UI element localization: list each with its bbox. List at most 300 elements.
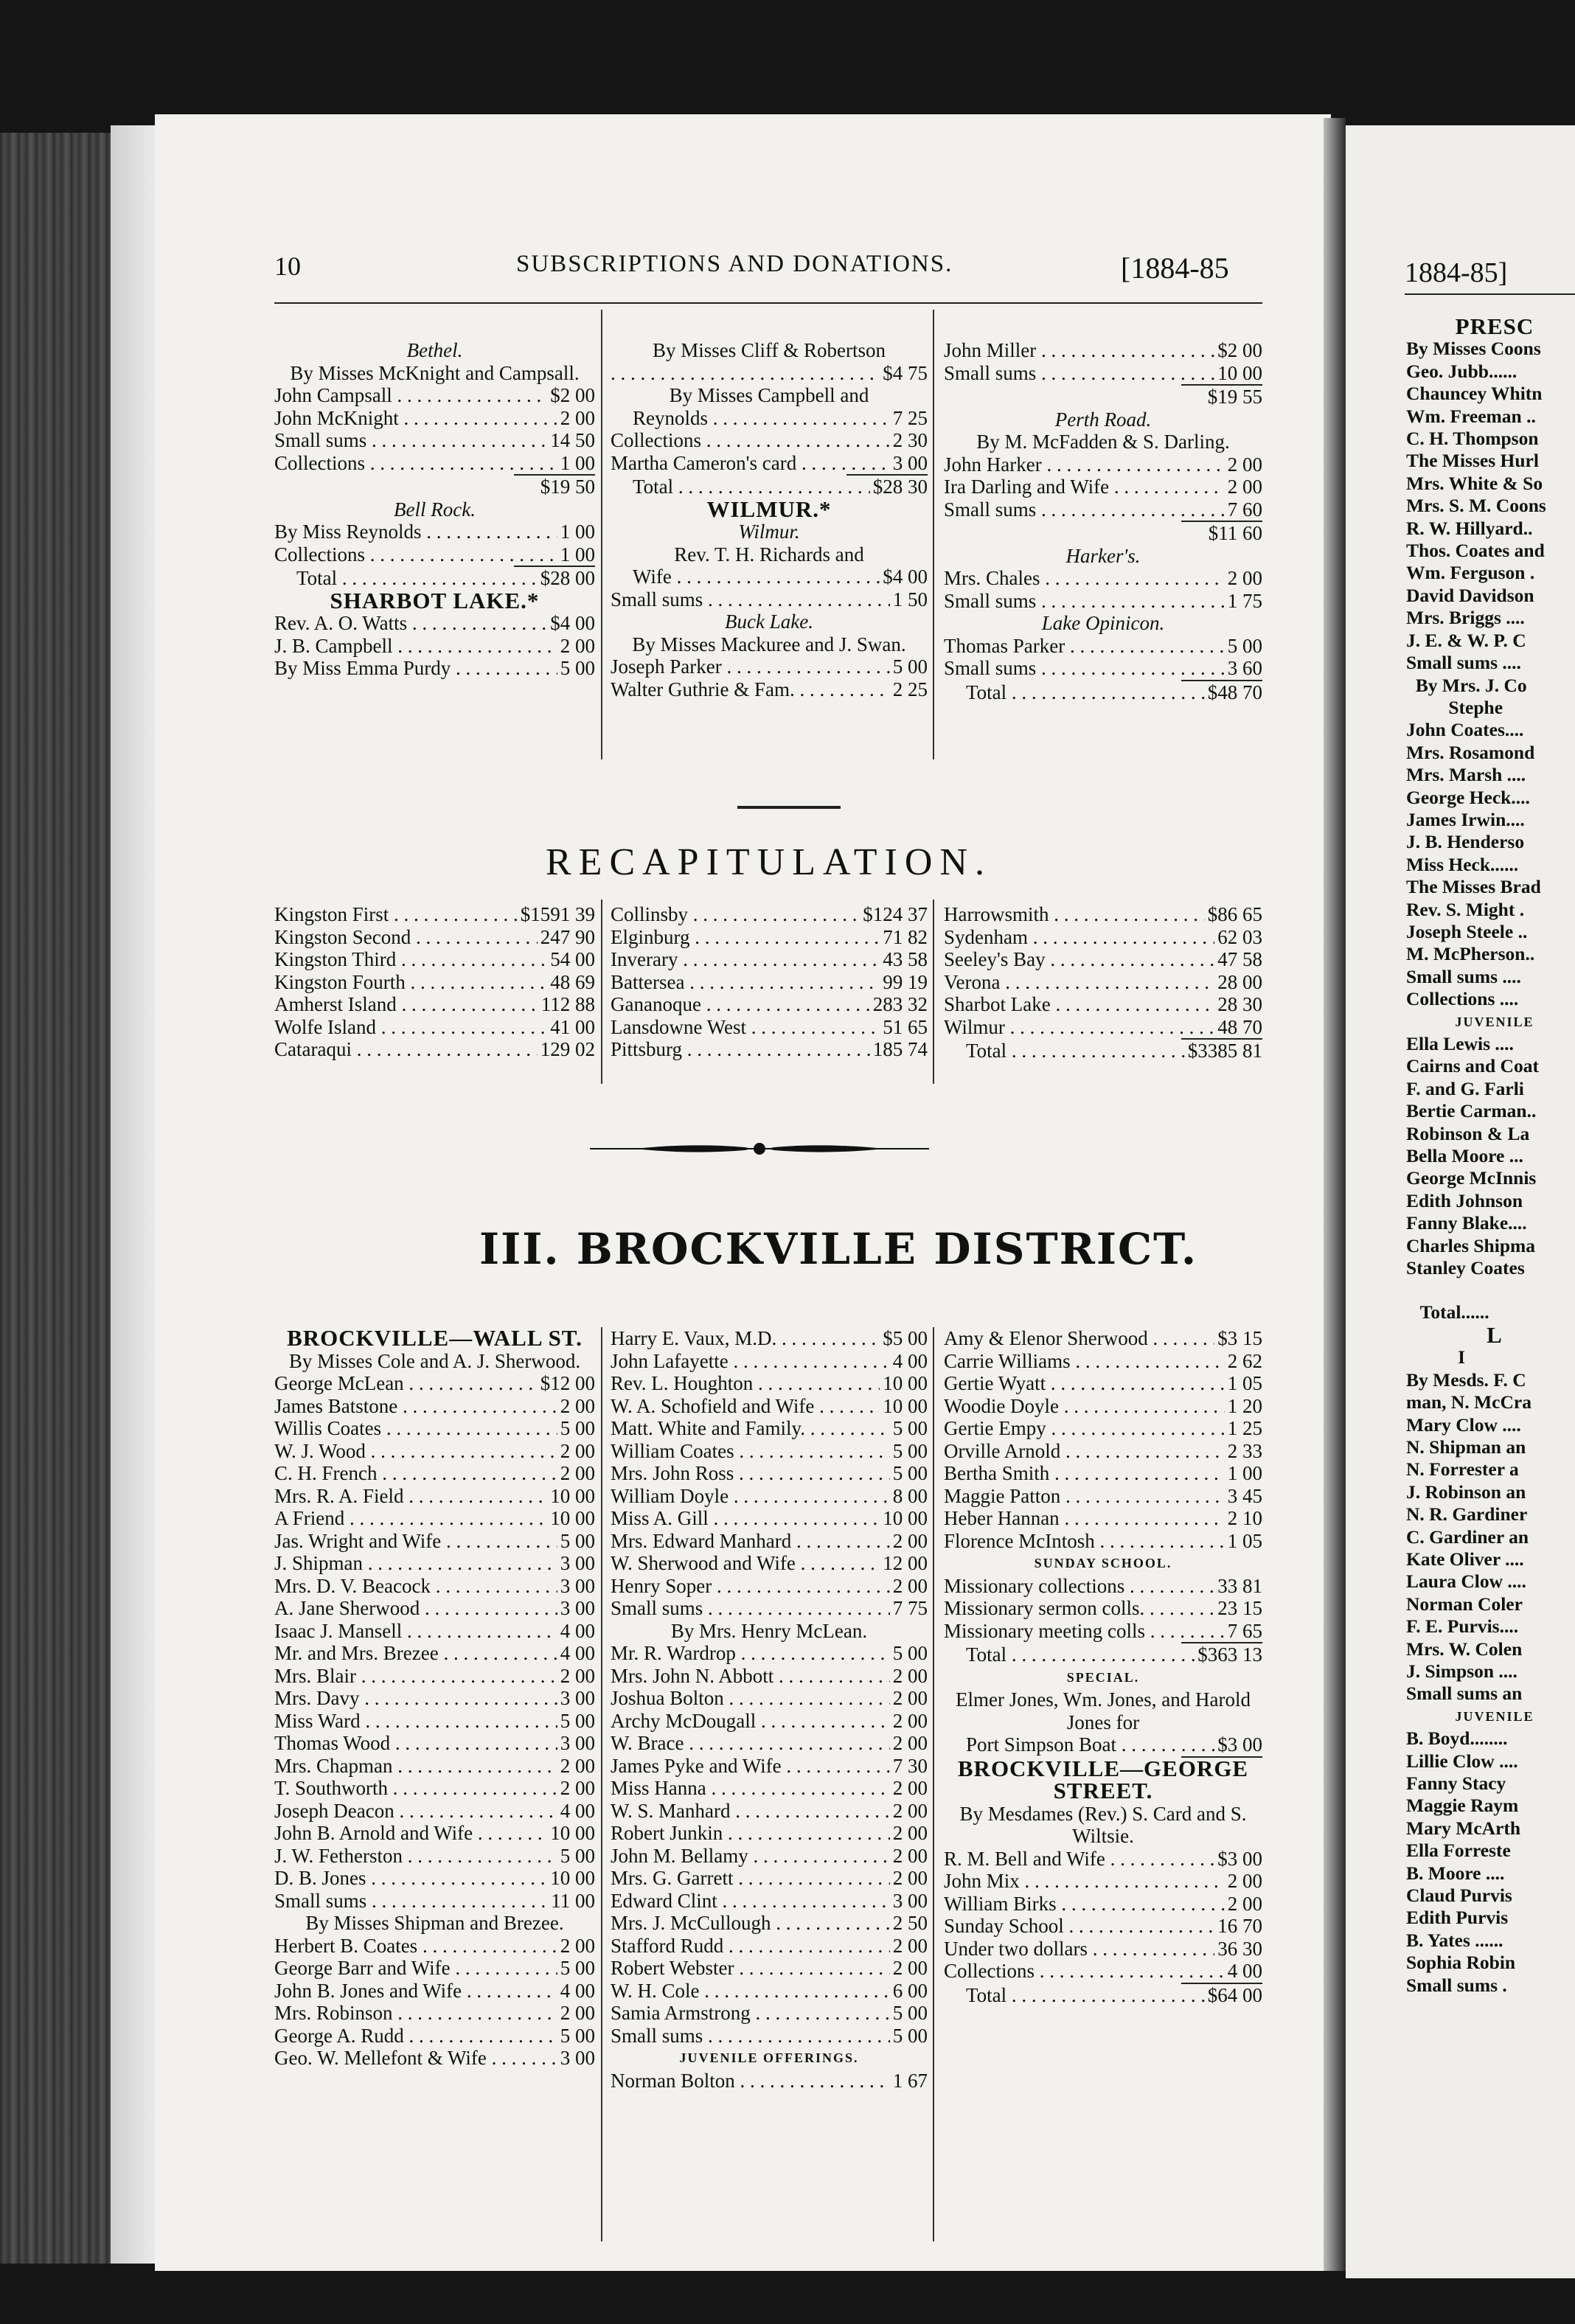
recap-column-2 [611, 903, 928, 1061]
place-name: Harker's. [1065, 544, 1141, 567]
entry-row [274, 1620, 595, 1643]
entry-row [274, 1417, 595, 1440]
collector-note: By M. McFadden & S. Darling. [976, 431, 1230, 453]
entry-row [944, 1040, 1262, 1062]
entry-row [944, 1733, 1262, 1756]
entry-name: Norman Bolton . . . [611, 2070, 890, 2092]
entry-row [274, 384, 595, 407]
entry-amount: 2 00 [1227, 476, 1262, 498]
entry-row [274, 993, 595, 1016]
entry-amount: 1 05 [1227, 1372, 1262, 1394]
collector-note: By Mesdames (Rev.) S. Card and S. Wiltsie. [959, 1802, 1247, 1847]
entry-name: Joseph Deacon . . . [274, 1800, 557, 1823]
entry-row [611, 903, 928, 926]
entry-row [944, 1848, 1262, 1871]
entry-row [611, 993, 928, 1016]
entry-name: Ira Darling and Wife . . . [944, 476, 1225, 498]
entry-amount: 5 00 [560, 1957, 595, 1979]
entry-amount: 2 00 [892, 1574, 928, 1597]
entry-amount: 2 00 [1227, 567, 1262, 589]
entry-row [944, 993, 1262, 1016]
entry-amount: 2 00 [560, 1394, 595, 1417]
entry-name: John Harker . . . [944, 453, 1225, 476]
entry-row [611, 1845, 928, 1868]
entry-name: Missionary collections . . . [944, 1575, 1214, 1598]
entry-name: John M. Bellamy . . . [611, 1845, 890, 1868]
entry-row [274, 1016, 595, 1039]
entry-amount: 2 10 [1227, 1507, 1262, 1529]
section-heading: SHARBOT LAKE.* [330, 587, 540, 613]
right-page-line: Lillie Clow .... [1406, 1750, 1518, 1772]
right-page-line: Robinson & La [1406, 1122, 1530, 1144]
entry-amount: 3 00 [560, 1687, 595, 1709]
place-name: Wilmur. [738, 521, 800, 543]
entry-name: Stafford Rudd . . . [611, 1935, 890, 1958]
entry-row [274, 1642, 595, 1665]
right-page-line: By Mrs. J. Co [1406, 674, 1527, 696]
entry-name: William Coates . . . [611, 1440, 890, 1463]
entry-row [944, 926, 1262, 949]
entry-amount: 6 00 [892, 1979, 928, 2002]
entry-amount: $28 30 [872, 476, 928, 498]
entry-amount: 33 81 [1217, 1574, 1262, 1597]
right-page-line: Stephe [1406, 696, 1503, 718]
entry-name: Total . . . [966, 1040, 1185, 1062]
entry-amount: 1 20 [1227, 1394, 1262, 1417]
entry-row [944, 1417, 1262, 1440]
entry-name: Bertha Smith . . . [944, 1462, 1225, 1485]
entry-row [944, 948, 1262, 971]
entry-row [274, 1890, 595, 1913]
entry-name: Cataraqui . . . [274, 1038, 538, 1061]
entry-amount: 5 00 [560, 2024, 595, 2047]
entry-amount: 3 00 [560, 1597, 595, 1619]
entry-row [944, 1372, 1262, 1395]
place-name: Perth Road. [1054, 408, 1152, 431]
section-heading: L [1487, 1321, 1503, 1348]
place-name: Lake Opinicon. [1041, 612, 1165, 634]
entry-row [274, 1485, 595, 1508]
right-page-line: C. H. Thompson [1406, 428, 1539, 450]
entry-amount: 2 00 [560, 1934, 595, 1957]
right-page-line: J. E. & W. P. C [1406, 629, 1526, 651]
entry-name: Small sums . . . [611, 1597, 890, 1620]
right-page-line: J. Robinson an [1406, 1481, 1526, 1503]
collector-note: By Misses Cole and A. J. Sherwood. [288, 1349, 581, 1372]
entry-name: Inverary . . . [611, 948, 880, 971]
entry-amount: $4 75 [883, 361, 928, 384]
entry-amount: 54 00 [550, 948, 595, 970]
entry-name: Collections . . . [274, 452, 557, 475]
entry-amount: 5 00 [560, 1529, 595, 1552]
right-page-line: I [1406, 1346, 1466, 1368]
entry-name: Small sums . . . [274, 1890, 548, 1913]
entry-amount: 5 00 [892, 1462, 928, 1484]
entry-amount: 2 00 [560, 1462, 595, 1484]
entry-name: J. Shipman . . . [274, 1552, 557, 1575]
entry-row [611, 1890, 928, 1913]
entry-name: Mr. and Mrs. Brezee . . . [274, 1642, 557, 1665]
entry-amount: 2 00 [892, 1777, 928, 1799]
entry-name: John Miller . . . [944, 339, 1214, 362]
entry-row [611, 971, 928, 994]
entry-row [274, 971, 595, 994]
ornament-divider [583, 1135, 936, 1162]
right-page-line: Cairns and Coat [1406, 1055, 1539, 1077]
entry-row [274, 1980, 595, 2003]
column-divider [601, 900, 602, 1084]
entry-name: John McKnight . . . [274, 407, 557, 430]
entry-name: Amherst Island . . . [274, 993, 538, 1016]
entry-name: Sharbot Lake . . . [944, 993, 1214, 1016]
right-page-line: George Heck.... [1406, 786, 1530, 808]
entry-amount: 2 00 [892, 1709, 928, 1732]
right-page-line: F. E. Purvis.... [1406, 1615, 1519, 1638]
entry-row [611, 1597, 928, 1620]
entry-name: Carrie Williams . . . [944, 1350, 1225, 1373]
entry-name: Harry E. Vaux, M.D. . . . [611, 1327, 880, 1350]
entry-row [611, 362, 928, 385]
entry-amount: 3 00 [892, 451, 928, 474]
right-page-line: Mary McArth [1406, 1817, 1521, 1839]
entry-row [611, 1755, 928, 1778]
entry-name: Small sums . . . [611, 588, 890, 611]
entry-amount: 3 00 [560, 1574, 595, 1597]
entry-name: Mrs. D. V. Beacock . . . [274, 1575, 557, 1598]
entry-amount: 2 00 [560, 1439, 595, 1462]
entry-amount: 3 00 [560, 1732, 595, 1754]
entry-name: By Miss Reynolds . . . [274, 521, 557, 543]
entry-name: R. M. Bell and Wife . . . [944, 1848, 1214, 1871]
right-page-line: C. Gardiner an [1406, 1525, 1529, 1548]
entry-row [274, 948, 595, 971]
entry-name: T. Southworth . . . [274, 1777, 557, 1800]
entry-amount: 5 00 [892, 2002, 928, 2024]
entry-amount: 7 30 [892, 1754, 928, 1777]
entry-row [611, 1016, 928, 1039]
entry-row [274, 612, 595, 635]
entry-name: Rev. A. O. Watts . . . [274, 612, 547, 635]
entry-name: Thomas Wood . . . [274, 1732, 557, 1755]
entry-amount: 16 70 [1217, 1915, 1262, 1937]
entry-name: Kingston Fourth . . . [274, 971, 547, 994]
right-page-line: Wm. Ferguson . [1406, 562, 1535, 584]
entry-amount: 3 00 [560, 1552, 595, 1574]
entry-amount: 5 00 [560, 1844, 595, 1867]
entry-row [611, 1485, 928, 1508]
entry-amount: 48 70 [1217, 1015, 1262, 1038]
district-title: III. BROCKVILLE DISTRICT. [479, 1224, 1198, 1274]
right-page-line: Collections .... [1406, 988, 1519, 1010]
entry-row [274, 2025, 595, 2048]
right-page-line: N. Shipman an [1406, 1436, 1526, 1458]
right-page-line: J. Simpson .... [1406, 1660, 1517, 1682]
right-page-line: Fanny Blake.... [1406, 1212, 1527, 1234]
entry-name: Small sums . . . [944, 590, 1225, 613]
entry-amount: 7 65 [1227, 1619, 1262, 1642]
right-page-line: Joseph Steele .. [1406, 920, 1528, 942]
entry-name: Lansdowne West . . . [611, 1016, 880, 1039]
entry-name: Total . . . [633, 476, 870, 498]
right-page-line: The Misses Brad [1406, 876, 1541, 898]
right-page-line: By Mesds. F. C [1406, 1368, 1526, 1391]
entry-row [944, 1485, 1262, 1508]
entry-row [611, 1507, 928, 1530]
entry-row [611, 476, 928, 498]
entry-name: Gananoque . . . [611, 993, 870, 1016]
entry-row [274, 635, 595, 658]
subsection-label: SUNDAY SCHOOL. [1034, 1556, 1172, 1570]
entry-row [274, 429, 595, 452]
entry-amount: 5 00 [560, 1417, 595, 1439]
right-page-line: Ella Forreste [1406, 1840, 1511, 1862]
entry-row [944, 1440, 1262, 1463]
entry-name: Kingston First . . . [274, 903, 518, 926]
entry-amount: 2 00 [560, 1777, 595, 1799]
entry-name: Mr. R. Wardrop . . . [611, 1642, 890, 1665]
right-page-line: Laura Clow .... [1406, 1570, 1526, 1593]
entry-amount: 1 50 [892, 588, 928, 610]
entry-row [944, 903, 1262, 926]
entry-name: Total . . . [966, 1643, 1195, 1666]
entry-row [944, 1915, 1262, 1938]
entry-name: Florence McIntosh . . . [944, 1530, 1225, 1553]
entry-amount: 23 15 [1217, 1597, 1262, 1619]
entry-row [611, 2070, 928, 2092]
right-page-line: By Misses Coons [1406, 338, 1541, 360]
entry-name: Martha Cameron's card . . . [611, 452, 890, 475]
entry-row [274, 1710, 595, 1733]
entry-name: Collections . . . [611, 429, 890, 452]
entry-name: J. W. Fetherston . . . [274, 1845, 557, 1868]
entry-amount: 1 67 [892, 2069, 928, 2092]
entry-row [944, 1575, 1262, 1598]
entry-amount: 5 00 [892, 1642, 928, 1664]
entry-row [274, 1597, 595, 1620]
entry-row [274, 1462, 595, 1485]
entry-row [944, 1597, 1262, 1620]
collector-note: By Misses Cliff & Robertson [652, 339, 886, 361]
entry-name: Harrowsmith . . . [944, 903, 1205, 926]
entry-row [944, 1870, 1262, 1893]
entry-name: Matt. White and Family. . . . [611, 1417, 890, 1440]
entry-row [274, 1845, 595, 1868]
entry-row [944, 635, 1262, 658]
entry-row [611, 407, 928, 430]
entry-name: Mrs. Chales . . . [944, 567, 1225, 590]
entry-name: James Batstone . . . [274, 1395, 557, 1418]
entry-row [274, 1935, 595, 1958]
entry-row [274, 1440, 595, 1463]
section-heading: BROCKVILLE—GEORGE STREET. [957, 1755, 1249, 1803]
entry-row [611, 1462, 928, 1485]
right-page-line: Sophia Robin [1406, 1952, 1516, 1974]
entry-name: Mrs. Blair . . . [274, 1665, 557, 1688]
entry-row [944, 1960, 1262, 1983]
section-heading: BROCKVILLE—WALL ST. [287, 1325, 583, 1351]
entry-name: Elginburg . . . [611, 926, 880, 949]
entry-amount: 8 00 [892, 1484, 928, 1507]
entry-name: John Campsall . . . [274, 384, 547, 407]
entry-name: George A. Rudd . . . [274, 2025, 557, 2048]
entry-row [274, 1530, 595, 1553]
entry-name: W. Sherwood and Wife . . . [611, 1552, 880, 1575]
entry-name: Miss A. Gill . . . [611, 1507, 880, 1530]
entry-row [611, 1777, 928, 1800]
entry-name: Archy McDougall . . . [611, 1710, 890, 1733]
collector-note: Elmer Jones, Wm. Jones, and Harold Jones for [956, 1688, 1251, 1733]
entry-row [611, 1642, 928, 1665]
entry-name: George McLean . . . [274, 1372, 538, 1395]
entry-amount: 2 00 [560, 2002, 595, 2024]
entry-row [944, 1462, 1262, 1485]
entry-amount: 99 19 [883, 970, 928, 993]
right-page-line: Mrs. S. M. Coons [1406, 495, 1546, 517]
entry-name: Geo. W. Mellefont & Wife . . . [274, 2047, 557, 2070]
right-page-line: Edith Purvis [1406, 1907, 1509, 1929]
right-page-line: Wm. Freeman .. [1406, 405, 1536, 427]
top-column-1 [274, 339, 595, 680]
entry-amount: 112 88 [540, 993, 595, 1015]
entry-amount: 2 30 [892, 429, 928, 451]
entry-amount: 4 00 [560, 1642, 595, 1664]
entry-name: Mrs. John Ross . . . [611, 1462, 890, 1485]
entry-amount: 5 00 [560, 1709, 595, 1732]
entry-amount: $86 65 [1207, 903, 1262, 925]
entry-row [274, 567, 595, 590]
entry-name: Orville Arnold . . . [944, 1440, 1225, 1463]
entry-row [944, 498, 1262, 521]
entry-name: Jas. Wright and Wife . . . [274, 1530, 557, 1553]
entry-name: Small sums . . . [944, 657, 1225, 680]
entry-row [611, 1732, 928, 1755]
entry-name: C. H. French . . . [274, 1462, 557, 1485]
entry-name: William Birks . . . [944, 1893, 1225, 1916]
entry-amount: 36 30 [1217, 1937, 1262, 1960]
entry-name: W. A. Schofield and Wife . . . [611, 1395, 880, 1418]
entry-name: Port Simpson Boat . . . [966, 1733, 1214, 1756]
entry-amount: $1591 39 [520, 903, 595, 925]
entry-name: Collections . . . [274, 543, 557, 566]
collector-note: By Misses Mackuree and J. Swan. [632, 633, 906, 655]
entry-name: Mrs. J. McCullough . . . [611, 1912, 890, 1935]
entry-amount: 47 58 [1217, 948, 1262, 970]
collector-note: By Misses McKnight and Campsall. [290, 361, 580, 384]
entry-name: Rev. L. Houghton . . . [611, 1372, 880, 1395]
entry-row [274, 1755, 595, 1778]
column-divider [933, 1327, 934, 2241]
book-spine [0, 133, 111, 2264]
entry-row [611, 588, 928, 611]
entry-amount: 48 69 [550, 970, 595, 993]
entry-name: Heber Hannan . . . [944, 1507, 1225, 1530]
entry-amount: 2 00 [892, 1529, 928, 1552]
right-page-line: M. McPherson.. [1406, 943, 1535, 965]
column-divider [933, 900, 934, 1084]
right-page-line: Small sums an [1406, 1683, 1523, 1705]
entry-amount: $2 00 [550, 384, 595, 406]
spacer [1406, 1279, 1575, 1301]
entry-amount: 2 00 [1227, 1870, 1262, 1892]
entry-name: Mrs. Robinson . . . [274, 2002, 557, 2025]
entry-amount: $4 00 [550, 612, 595, 634]
entry-amount: 2 00 [892, 1934, 928, 1957]
collector-note: Rev. T. H. Richards and [674, 543, 864, 566]
entry-row [611, 1867, 928, 1890]
right-page-line: Mrs. Briggs .... [1406, 607, 1525, 629]
entry-row [611, 948, 928, 971]
entry-row [611, 1395, 928, 1418]
entry-name [611, 362, 880, 385]
entry-row [274, 1372, 595, 1395]
entry-row [944, 1530, 1262, 1553]
column-divider [601, 310, 602, 759]
entry-row [274, 1665, 595, 1688]
entry-amount: 2 00 [560, 406, 595, 429]
subsection-label: JUVENILE OFFERINGS. [679, 2050, 859, 2065]
page-year: [1884-85 [1121, 251, 1229, 285]
right-page-line: J. B. Henderso [1406, 831, 1525, 853]
entry-amount: 28 00 [1217, 970, 1262, 993]
entry-row [611, 1327, 928, 1350]
entry-row [611, 678, 928, 701]
entry-amount: $2 00 [1217, 339, 1262, 361]
right-page-line: Norman Coler [1406, 1593, 1523, 1615]
entry-amount: 12 00 [883, 1552, 928, 1574]
total-amount: $11 60 [1208, 522, 1262, 544]
right-page-line: R. W. Hillyard.. [1406, 517, 1533, 539]
entry-row [944, 339, 1262, 362]
entry-row [944, 1984, 1262, 2007]
entry-amount: 5 00 [1227, 634, 1262, 657]
entry-name: John B. Arnold and Wife . . . [274, 1822, 547, 1845]
entry-row [274, 1038, 595, 1061]
entry-amount: 10 00 [883, 1394, 928, 1417]
entry-row [944, 971, 1262, 994]
entry-row [611, 1552, 928, 1575]
entry-row [611, 1980, 928, 2003]
entry-amount: 185 74 [872, 1038, 928, 1060]
entry-row [944, 1643, 1262, 1666]
right-page-line: Chauncey Whitn [1406, 383, 1543, 405]
entry-name: Missionary sermon colls. . . . [944, 1597, 1214, 1620]
entry-row [611, 1440, 928, 1463]
entry-row [274, 1687, 595, 1710]
entry-name: Seeley's Bay . . . [944, 948, 1214, 971]
district-column-1 [274, 1327, 595, 2070]
entry-amount: 1 00 [560, 451, 595, 474]
entry-name: W. Brace . . . [611, 1732, 890, 1755]
entry-name: John B. Jones and Wife . . . [274, 1980, 557, 2003]
entry-row [274, 657, 595, 680]
right-page-line: George McInnis [1406, 1167, 1537, 1189]
entry-row [944, 567, 1262, 590]
place-name: Bell Rock. [394, 498, 476, 521]
entry-name: Mrs. John N. Abbott . . . [611, 1665, 890, 1688]
entry-row [944, 362, 1262, 385]
entry-amount: $5 00 [883, 1327, 928, 1349]
collector-note: By Misses Campbell and [669, 384, 869, 406]
entry-amount: $3 15 [1217, 1327, 1262, 1349]
entry-row [611, 1710, 928, 1733]
entry-name: John Mix . . . [944, 1870, 1225, 1893]
entry-name: Henry Soper . . . [611, 1575, 890, 1598]
entry-amount: $4 00 [883, 566, 928, 588]
right-page-line: Thos. Coates and [1406, 540, 1545, 562]
entry-amount: 5 00 [560, 657, 595, 679]
entry-amount: 7 75 [892, 1597, 928, 1619]
entry-amount: 2 00 [560, 1754, 595, 1777]
